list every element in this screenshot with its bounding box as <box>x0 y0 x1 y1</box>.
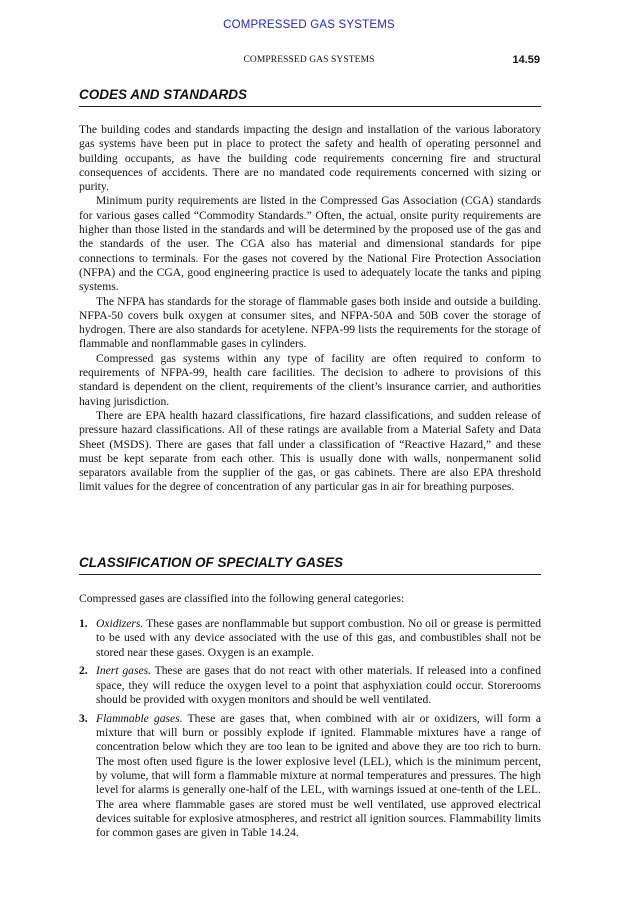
category-list <box>79 617 541 845</box>
section-heading-codes-and-standards: CODES AND STANDARDS <box>79 87 541 107</box>
list-item-text: These are gases that do not react with other materials. If released into a confined space, they will reduce the oxygen level to a point that asphyxiation could occur. Storerooms should be provided with oxygen monitors and should be well ventilated. <box>96 664 541 706</box>
list-item-term: Inert gases. <box>96 664 152 678</box>
paragraph: Minimum purity requirements are listed in the Compressed Gas Association (CGA) standards for various gases called “Commodity Standards.” Often, the actual, onsite purity requirements are higher than those listed in the standards and will be determined by the proposed use of the gas and the standards of the user. The CGA also has material and dimensional standards for pipe connections to terminals. For the gases not covered by the National Fire Protection Association (NFPA) and the CGA, good engineering practice is used to adequately locate the tanks and piping systems. <box>79 194 541 294</box>
list-item <box>79 712 541 841</box>
page-number: 14.59 <box>512 54 540 66</box>
classification-intro: Compressed gases are classified into the following general categories: <box>79 592 405 605</box>
list-item <box>79 617 541 660</box>
list-item <box>79 664 541 707</box>
list-item-text: These are gases that, when combined with air or oxidizers, will form a mixture that will burn or possibly explode if ignited. Flammable mixtures have a range of concentration below which they are too lean to be ignited and above they are too rich to burn. The most often used figure is the lower explosive level (LEL), which is the minimum percent, by volume, that will form a flammable mixture at normal temperatures and pressures. The high level for alarms is generally one-half of the LEL, with warnings issued at one-tenth of the LEL. The area where flammable gases are stored must be well ventilated, use approved electrical devices suitable for explosive atmospheres, and restrict all ignition sources. Flammability limits for common gases are given in Table 14.24. <box>96 711 541 840</box>
list-item-number: 1. <box>79 617 88 630</box>
list-item-term: Flammable gases. <box>96 711 183 725</box>
paragraph: The building codes and standards impacting the design and installation of the various laboratory gas systems have been put in place to protect the safety and health of operating personnel and building occupants, as have the building code requirements concerning fire and structural consequences of accidents. There are no mandated code requirements concerned with sizing or purity. <box>79 123 541 194</box>
section-codes-body <box>79 123 541 495</box>
list-item-number: 3. <box>79 711 88 725</box>
paragraph: The NFPA has standards for the storage of flammable gases both inside and outside a building. NFPA-50 covers bulk oxygen at consumer sites, and NFPA-50A and 50B cover the storage of hydrogen. There are also standards for acetylene. NFPA-99 lists the requirements for the storage of flammable and nonflammable gases in cylinders. <box>79 294 541 351</box>
list-item-text: These gases are nonflammable but support combustion. No oil or grease is permitted to be used with any device associated with the use of this gas, and combustibles shall not be stored near these gases. Oxygen is an example. <box>96 617 541 659</box>
list-item-number: 2. <box>79 664 88 678</box>
document-title-link[interactable]: COMPRESSED GAS SYSTEMS <box>223 19 395 31</box>
list-item-term: Oxidizers. <box>96 617 144 630</box>
section-heading-classification: CLASSIFICATION OF SPECIALTY GASES <box>79 555 541 575</box>
paragraph: Compressed gas systems within any type of facility are often required to conform to requirements of NFPA-99, health care facilities. The decision to adhere to provisions of this standard is dependent on the client, requirements of the client’s insurance carrier, and authorities having jurisdiction. <box>79 351 541 408</box>
paragraph: There are EPA health hazard classifications, fire hazard classifications, and sudden release of pressure hazard classifications. All of these ratings are available from a Material Safety and Data Sheet (MSDS). There are gases that fall under a classification of “Reactive Hazard,” and these must be kept separate from each other. This is usually done with walls, nonpermanent solid separators available from the supplier of the gas, or gas cabinets. There are also EPA threshold limit values for the degree of concentration of any particular gas in air for breathing purposes. <box>79 408 541 494</box>
running-head-title: COMPRESSED GAS SYSTEMS <box>243 55 375 65</box>
